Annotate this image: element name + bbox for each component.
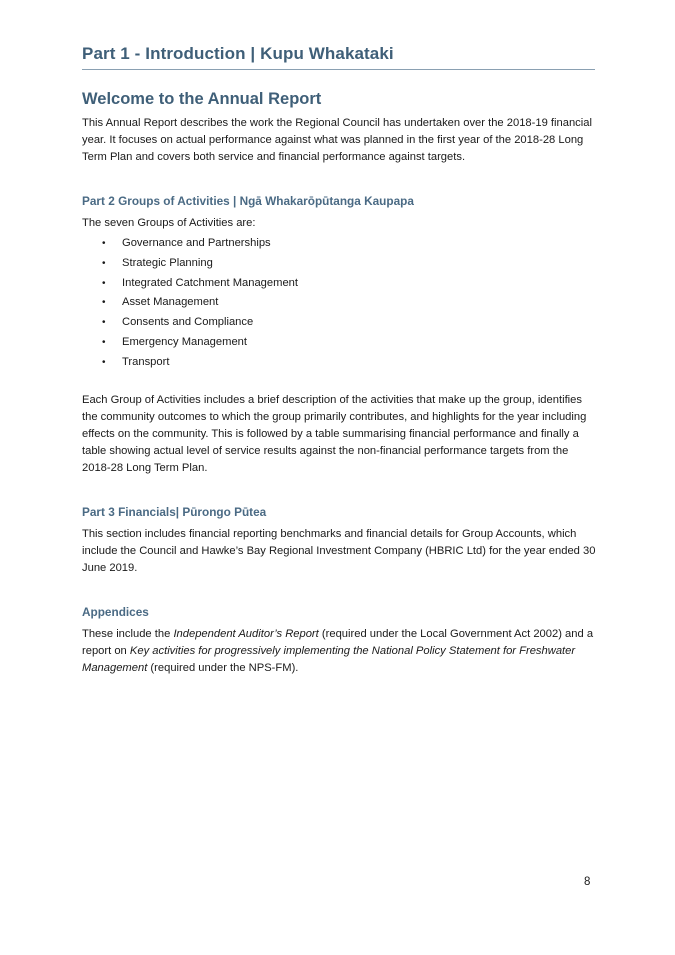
bullet-icon: • [102, 238, 106, 249]
list-item [82, 333, 597, 353]
group-label: Consents and Compliance [122, 316, 254, 329]
welcome-section [82, 90, 597, 166]
appendices-text-3: (required under the NPS-FM). [147, 661, 299, 674]
welcome-heading: Welcome to the Annual Report [82, 90, 322, 108]
list-item [82, 274, 597, 294]
appendices-text-2: (required under the Local Government Act 2002) and a report on [82, 627, 594, 657]
bullet-icon: • [102, 297, 106, 309]
list-item [82, 234, 597, 254]
list-item [82, 293, 597, 313]
welcome-paragraph: This Annual Report describes the work the Regional Council has undertaken over the 2018-19 financial year. It focuses on actual performance against what was planned in the first year of the 2018-28 Long Term Plan and covers both service and financial performance against targets. [82, 117, 592, 163]
list-item [82, 353, 597, 373]
group-label: Transport [122, 355, 170, 368]
group-label: Asset Management [122, 296, 219, 309]
appendices-section [82, 605, 597, 677]
part2-section [82, 194, 597, 477]
bullet-icon: • [102, 356, 106, 368]
part-title: Part 1 - Introduction | Kupu Whakataki [82, 44, 394, 63]
header-divider [82, 69, 595, 70]
part3-section [82, 505, 597, 577]
group-label: Emergency Management [122, 335, 247, 348]
page-number: 8 [584, 876, 591, 888]
part2-intro: The seven Groups of Activities are: [82, 217, 256, 229]
group-label: Strategic Planning [122, 256, 213, 269]
group-label: Integrated Catchment Management [122, 276, 298, 289]
part2-heading: Part 2 Groups of Activities | Ngā Whakarōpūtanga Kaupapa [82, 194, 414, 208]
group-label: Governance and Partnerships [122, 237, 271, 249]
list-item [82, 254, 597, 274]
nps-report-title: Key activities for progressively implementing the National Policy Statement for Freshwater Management [82, 644, 576, 674]
appendices-heading: Appendices [82, 604, 149, 619]
auditor-report-title: Independent Auditor’s Report [173, 627, 319, 640]
bullet-icon: • [102, 277, 106, 289]
part2-description: Each Group of Activities includes a brief description of the activities that make up the group, identifies the community outcomes to which the group primarily contributes, and highlights for the year including effects on the community. This is followed by a table summarising financial performance and finally a table showing actual level of service results against the non-financial performance targets from the 2018-28 Long Term Plan. [82, 393, 587, 474]
groups-list [82, 234, 597, 373]
bullet-icon: • [102, 336, 106, 348]
bullet-icon: • [102, 317, 106, 329]
list-item [82, 313, 597, 333]
part3-heading: Part 3 Financials| Pūrongo Pūtea [82, 504, 267, 519]
page-content [82, 90, 597, 677]
appendices-text-1: These include the [82, 627, 174, 640]
appendices-paragraph [82, 626, 597, 677]
part3-paragraph: This section includes financial reporting benchmarks and financial details for Group Accounts, which include the Council and Hawke’s Bay Regional Investment Company (HBRIC Ltd) for the year ended 30 June 2019. [82, 527, 596, 574]
bullet-icon: • [102, 257, 106, 269]
